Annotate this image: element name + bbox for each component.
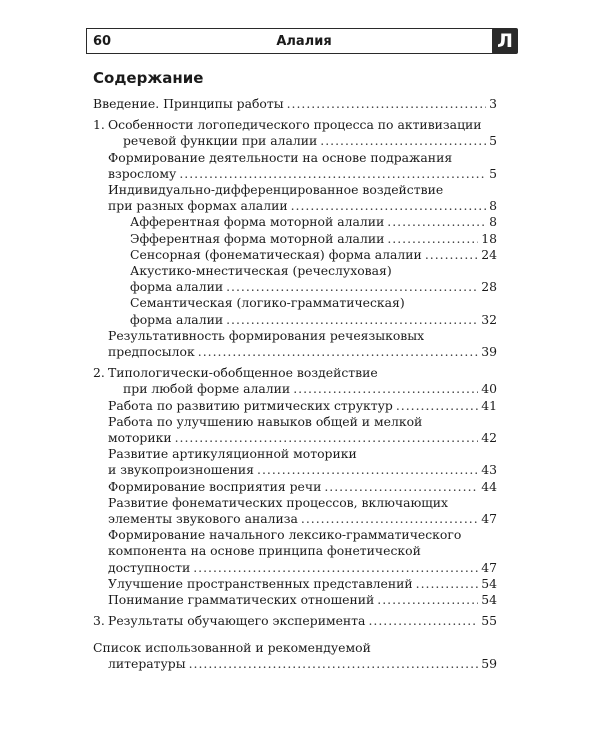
toc-entry-text: Работа по улучшению навыков общей и мелкой xyxy=(108,413,423,429)
toc-entry-text: Афферентная форма моторной алалии xyxy=(130,214,385,230)
toc-entry-line xyxy=(93,656,497,672)
toc-entry-line xyxy=(93,117,497,133)
toc-entry-text: Понимание грамматических отношений xyxy=(108,592,375,608)
dot-leader xyxy=(396,398,478,414)
dot-leader xyxy=(320,133,486,149)
toc-entry-line xyxy=(130,279,497,295)
toc-entry-line xyxy=(130,295,497,311)
toc-entry-line xyxy=(93,133,497,149)
toc-entry-line xyxy=(108,166,497,182)
toc-entry-line xyxy=(108,560,497,576)
toc-entry-line xyxy=(108,150,497,166)
toc-entry-text: форма алалии xyxy=(130,311,224,327)
dot-leader xyxy=(324,479,478,495)
toc-entry-text: Семантическая (логико-грамматическая) xyxy=(130,295,405,311)
toc-entry xyxy=(93,231,497,247)
toc-entry-line xyxy=(130,312,497,328)
dot-leader xyxy=(291,198,487,214)
toc-entry-text: предпосылок xyxy=(108,344,195,360)
toc-entry xyxy=(93,150,497,182)
toc-page-number: 5 xyxy=(489,133,497,149)
dot-leader xyxy=(287,96,487,112)
toc-page-number: 5 xyxy=(489,165,497,181)
toc-entry-line xyxy=(108,527,497,543)
toc-entry-text: Формирование восприятия речи xyxy=(108,478,322,494)
toc-page-number: 43 xyxy=(481,462,497,478)
toc-entry-text: Формирование деятельности на основе подражания xyxy=(108,149,453,165)
dot-leader xyxy=(293,381,478,397)
toc-entry xyxy=(93,117,497,149)
toc-entry xyxy=(93,446,497,478)
toc-entry-line xyxy=(108,576,497,592)
toc-entry-text: Сенсорная (фонематическая) форма алалии xyxy=(130,246,422,262)
toc-entry xyxy=(93,398,497,414)
dot-leader xyxy=(425,247,478,263)
toc-page-number: 44 xyxy=(481,478,497,494)
toc-entry-line xyxy=(93,640,497,656)
toc-entry-line xyxy=(108,511,497,527)
toc-page-number: 32 xyxy=(481,311,497,327)
running-title: Алалия xyxy=(276,33,332,49)
toc-entry-text: Развитие фонематических процессов, включающих xyxy=(108,494,449,510)
toc-page-number: 47 xyxy=(481,511,497,527)
toc-entry-text: взрослому xyxy=(108,165,177,181)
dot-leader xyxy=(175,430,479,446)
toc-entry-text: Результаты обучающего эксперимента xyxy=(108,613,366,629)
toc-entry-text: Акустико-мнестическая (речеслуховая) xyxy=(130,263,392,279)
toc-entry xyxy=(93,576,497,592)
toc-entry xyxy=(93,495,497,527)
toc-entry-line xyxy=(108,495,497,511)
running-header xyxy=(86,28,515,54)
toc-entry-line xyxy=(108,462,497,478)
toc-entry-text: Особенности логопедического процесса по активизации xyxy=(108,117,482,133)
toc-page-number: 3 xyxy=(489,96,497,111)
toc-entry xyxy=(93,263,497,295)
toc-page-number: 28 xyxy=(481,279,497,295)
toc-entry-line xyxy=(93,96,497,112)
toc-entry-text: при разных формах алалии xyxy=(108,198,288,214)
toc-entry-line xyxy=(108,182,497,198)
dot-leader xyxy=(179,166,486,182)
contents-heading: Содержание xyxy=(93,69,204,87)
toc-entry-text: речевой функции при алалии xyxy=(123,133,318,149)
toc-entry-text: при любой форме алалии xyxy=(123,381,291,397)
toc-entry xyxy=(93,328,497,360)
toc-entry xyxy=(93,592,497,608)
dot-leader xyxy=(368,613,478,629)
toc-entry-line xyxy=(108,398,497,414)
toc-entry-text: Развитие артикуляционной моторики xyxy=(108,446,357,462)
toc-entry-line xyxy=(108,543,497,559)
toc-entry xyxy=(93,414,497,446)
toc-entry-line xyxy=(93,381,497,397)
toc-page-number: 39 xyxy=(481,344,497,360)
toc-entry xyxy=(93,527,497,576)
toc-page-number: 41 xyxy=(481,397,497,413)
toc-entry-text: Улучшение пространственных представлений xyxy=(108,575,413,591)
toc-entry xyxy=(93,365,497,397)
toc-entry-line xyxy=(93,365,497,381)
toc-entry-text: Эфферентная форма моторной алалии xyxy=(130,230,385,246)
toc-entry-number: 1. xyxy=(93,117,105,133)
toc-entry-text: Введение. Принципы работы xyxy=(93,96,284,111)
toc-entry-text: Индивидуально-дифференцированное воздействие xyxy=(108,182,444,198)
toc-entry-text: Список использованной и рекомендуемой xyxy=(93,639,371,655)
toc-entry-line xyxy=(130,263,497,279)
toc-page-number: 8 xyxy=(489,198,497,214)
dot-leader xyxy=(387,214,486,230)
toc-entry-text: доступности xyxy=(108,559,191,575)
toc-entry-number: 3. xyxy=(93,613,105,629)
toc-entry-text: элементы звукового анализа xyxy=(108,511,298,527)
dot-leader xyxy=(189,656,479,672)
toc-entry-line xyxy=(108,198,497,214)
toc-entry-text: литературы xyxy=(108,655,186,671)
toc-page-number: 8 xyxy=(489,214,497,230)
toc-entry xyxy=(93,182,497,214)
toc-entry-line xyxy=(93,613,497,629)
publisher-logo: Л xyxy=(492,28,518,54)
toc-entry-number: 2. xyxy=(93,365,105,381)
dot-leader xyxy=(226,312,478,328)
toc-entry-line xyxy=(130,214,497,230)
toc-entry-text: и звукопроизношения xyxy=(108,462,254,478)
toc-entry-text: компонента на основе принципа фонетической xyxy=(108,543,421,559)
toc-entry xyxy=(93,247,497,263)
toc-entry-line xyxy=(108,344,497,360)
toc-entry xyxy=(93,613,497,629)
toc-entry-text: Результативность формирования речеязыковых xyxy=(108,327,425,343)
toc-page-number: 54 xyxy=(481,592,497,608)
dot-leader xyxy=(301,511,478,527)
dot-leader xyxy=(198,344,478,360)
toc-entry-line xyxy=(108,328,497,344)
dot-leader xyxy=(387,231,478,247)
toc-page-number: 24 xyxy=(481,246,497,262)
toc-entry-line xyxy=(108,479,497,495)
toc-page-number: 42 xyxy=(481,430,497,446)
toc-entry xyxy=(93,479,497,495)
toc-entry-line xyxy=(108,446,497,462)
dot-leader xyxy=(377,592,478,608)
page-number: 60 xyxy=(93,33,112,49)
dot-leader xyxy=(257,462,478,478)
dot-leader xyxy=(416,576,479,592)
toc-page-number: 59 xyxy=(481,655,497,671)
toc-entry-line xyxy=(108,430,497,446)
toc-entry xyxy=(93,214,497,230)
toc-entry-text: форма алалии xyxy=(130,279,224,295)
toc-entry-text: моторики xyxy=(108,430,172,446)
toc-page-number: 54 xyxy=(481,575,497,591)
toc-entry-line xyxy=(130,247,497,263)
toc-entry-text: Типологически-обобщенное воздействие xyxy=(108,365,378,381)
toc-entry-line xyxy=(108,592,497,608)
toc-entry-text: Работа по развитию ритмических структур xyxy=(108,397,393,413)
dot-leader xyxy=(226,279,478,295)
toc-page-number: 55 xyxy=(481,613,497,629)
toc-entry xyxy=(93,640,497,672)
toc-entry-text: Формирование начального лексико-грамматического xyxy=(108,527,462,543)
toc-page-number: 18 xyxy=(481,230,497,246)
toc-entry-line xyxy=(130,231,497,247)
table-of-contents xyxy=(93,96,497,672)
toc-page-number: 47 xyxy=(481,559,497,575)
toc-entry-line xyxy=(108,414,497,430)
toc-page-number: 40 xyxy=(481,381,497,397)
dot-leader xyxy=(193,560,478,576)
toc-entry xyxy=(93,295,497,327)
toc-entry xyxy=(93,96,497,112)
